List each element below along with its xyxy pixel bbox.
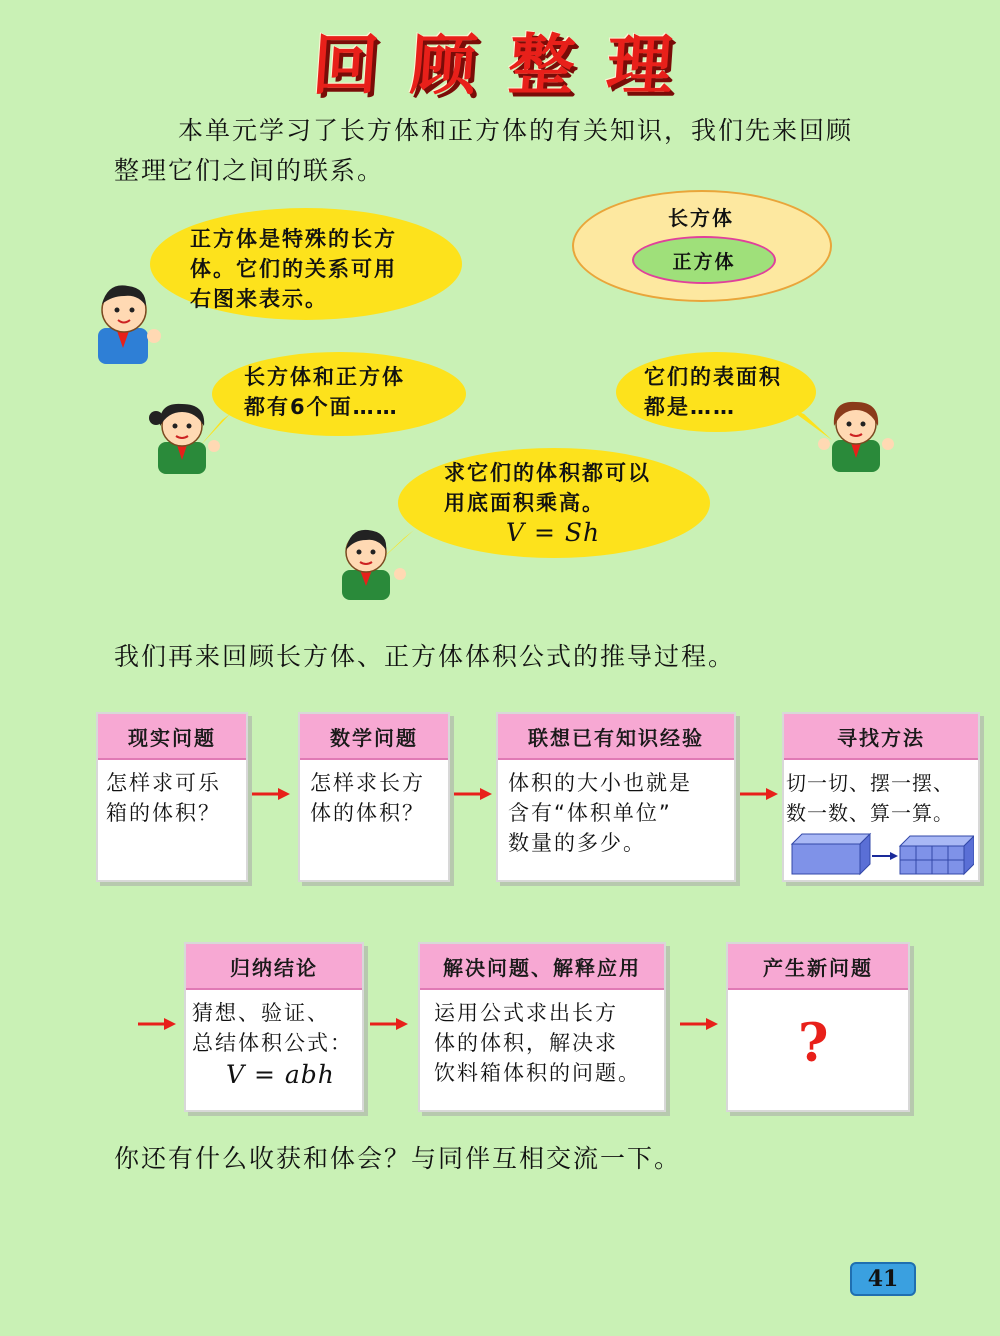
bubble-2-text (244, 362, 405, 422)
flow-step-prior-knowledge (496, 712, 736, 882)
bubble-line: 都是…… (644, 395, 736, 419)
flow-step-head: 寻找方法 (784, 714, 978, 760)
flow-line: 总结体积公式： (192, 1031, 353, 1055)
flow-step-head: 联想已有知识经验 (498, 714, 734, 760)
flow-line: 箱的体积？ (106, 801, 221, 825)
title-char: 整 (505, 25, 578, 104)
cuboid-unit-cubes-icon (788, 832, 974, 876)
flow-line: 体积的大小也就是 (508, 771, 692, 795)
flow-line: 切一切、摆一摆、 (786, 771, 954, 795)
venn-inner-label: 正方体 (672, 250, 736, 273)
flow-step-head: 解决问题、解释应用 (420, 944, 664, 990)
flow-step-text (192, 998, 353, 1058)
flow-step-head: 产生新问题 (728, 944, 908, 990)
bubble-line: 用底面积乘高。 (444, 491, 605, 515)
girl-character-icon (148, 396, 228, 476)
closing-line: 你还有什么收获和体会？与同伴互相交流一下。 (114, 1144, 682, 1173)
formula-v-sh: V = Sh (506, 518, 601, 547)
flow-line: 猜想、验证、 (192, 1001, 330, 1025)
flow-line: 数量的多少。 (508, 831, 646, 855)
arrow-right-icon (138, 1016, 176, 1032)
flow-line: 体的体积，解决求 (434, 1031, 618, 1055)
bubble-line: 右图来表示。 (190, 287, 328, 311)
flow-line: 饮料箱体积的问题。 (434, 1061, 641, 1085)
arrow-right-icon (370, 1016, 408, 1032)
flow-step-new-problem (726, 942, 910, 1112)
flow-line: 怎样求长方 (310, 771, 425, 795)
question-mark-icon: ? (798, 1013, 831, 1074)
flow-step-head: 数学问题 (300, 714, 448, 760)
bubble-3-text (644, 362, 782, 422)
venn-outer-label: 长方体 (668, 206, 734, 230)
bubble-line: 都有6个面…… (244, 395, 399, 419)
flow-step-find-method (782, 712, 980, 882)
arrow-right-icon (454, 786, 492, 802)
girl-character-2-icon (816, 394, 896, 474)
boy-character-icon (88, 278, 168, 368)
review-line: 我们再来回顾长方体、正方体体积公式的推导过程。 (114, 642, 736, 671)
flow-step-apply (418, 942, 666, 1112)
page-number: 41 (850, 1262, 916, 1296)
title-char: 回 (309, 25, 382, 104)
bubble-1-text (190, 224, 397, 314)
bubble-line: 求它们的体积都可以 (444, 461, 651, 485)
flow-step-text (434, 998, 641, 1088)
title-char: 理 (603, 25, 676, 104)
flow-line: 数一数、算一算。 (786, 801, 954, 825)
arrow-right-icon (680, 1016, 718, 1032)
flow-line: 怎样求可乐 (106, 771, 221, 795)
bubble-4-text (444, 458, 651, 518)
flow-step-head: 现实问题 (98, 714, 246, 760)
formula-v-abh: V = abh (226, 1060, 335, 1089)
arrow-right-icon (252, 786, 290, 802)
boy-character-2-icon (332, 522, 412, 602)
flow-step-conclusion (184, 942, 364, 1112)
flow-step-text (786, 768, 954, 828)
flow-line: 含有“体积单位” (508, 801, 672, 825)
bubble-line: 长方体和正方体 (244, 365, 405, 389)
arrow-right-icon (740, 786, 778, 802)
flow-step-text (106, 768, 221, 828)
flow-line: 运用公式求出长方 (434, 1001, 618, 1025)
intro-line-1: 本单元学习了长方体和正方体的有关知识，我们先来回顾 (178, 116, 854, 145)
flow-step-text (508, 768, 692, 858)
bubble-line: 体。它们的关系可用 (190, 257, 397, 281)
venn-inner-ellipse (632, 236, 776, 284)
intro-line-2: 整理它们之间的联系。 (114, 156, 385, 185)
bubble-line: 它们的表面积 (644, 365, 782, 389)
flow-step-real-problem (96, 712, 248, 882)
flow-step-text (310, 768, 425, 828)
flow-step-head: 归纳结论 (186, 944, 362, 990)
flow-line: 体的体积？ (310, 801, 425, 825)
page-title (300, 18, 720, 108)
title-char: 顾 (407, 25, 480, 104)
bubble-line: 正方体是特殊的长方 (190, 227, 397, 251)
flow-step-math-problem (298, 712, 450, 882)
